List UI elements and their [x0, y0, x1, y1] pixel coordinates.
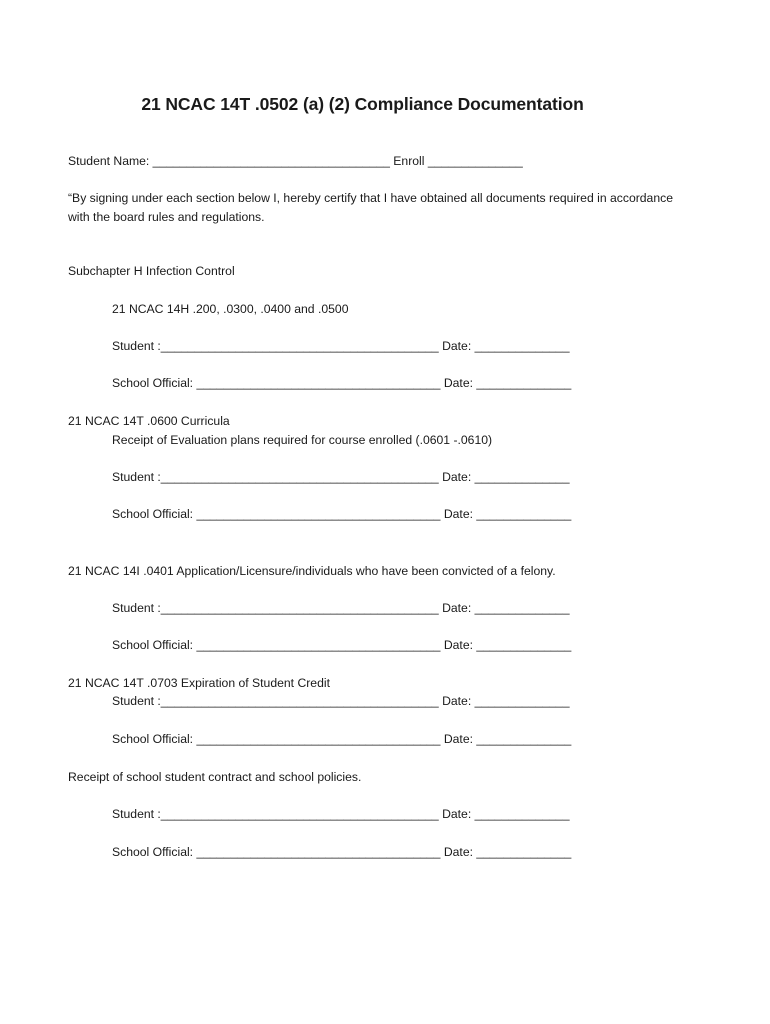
student-signature-line[interactable]: Student :_________________________________________ Date: ______________	[112, 601, 570, 615]
section-heading-student-contract: Receipt of school student contract and school policies.	[68, 770, 362, 784]
student-signature-line[interactable]: Student :_________________________________________ Date: ______________	[112, 807, 570, 821]
section-heading-expiration-credit: 21 NCAC 14T .0703 Expiration of Student Credit	[68, 676, 330, 690]
school-official-signature-line[interactable]: School Official: ____________________________________ Date: ______________	[112, 732, 572, 746]
section-heading-curricula: 21 NCAC 14T .0600 Curricula	[68, 414, 230, 428]
certification-text-line-2: with the board rules and regulations.	[68, 210, 265, 224]
school-official-signature-line[interactable]: School Official: ____________________________________ Date: ______________	[112, 507, 572, 521]
student-name-enroll-line[interactable]: Student Name: ___________________________________ Enroll ______________	[68, 154, 523, 168]
certification-text-line-1: “By signing under each section below I, hereby certify that I have obtained all documents required in accordance	[68, 191, 673, 205]
section-heading-application-licensure: 21 NCAC 14I .0401 Application/Licensure/individuals who have been convicted of a felony.	[68, 564, 556, 578]
school-official-signature-line[interactable]: School Official: ____________________________________ Date: ______________	[112, 376, 572, 390]
school-official-signature-line[interactable]: School Official: ____________________________________ Date: ______________	[112, 845, 572, 859]
student-signature-line[interactable]: Student :_________________________________________ Date: ______________	[112, 339, 570, 353]
document-title: 21 NCAC 14T .0502 (a) (2) Compliance Documentation	[141, 94, 584, 114]
section-subheading-curricula: Receipt of Evaluation plans required for course enrolled (.0601 -.0610)	[112, 433, 493, 447]
student-signature-line[interactable]: Student :_________________________________________ Date: ______________	[112, 470, 570, 484]
section-subheading-infection-control: 21 NCAC 14H .200, .0300, .0400 and .0500	[112, 302, 349, 316]
school-official-signature-line[interactable]: School Official: ____________________________________ Date: ______________	[112, 638, 572, 652]
student-signature-line[interactable]: Student :_________________________________________ Date: ______________	[112, 694, 570, 708]
section-heading-infection-control: Subchapter H Infection Control	[68, 264, 235, 278]
